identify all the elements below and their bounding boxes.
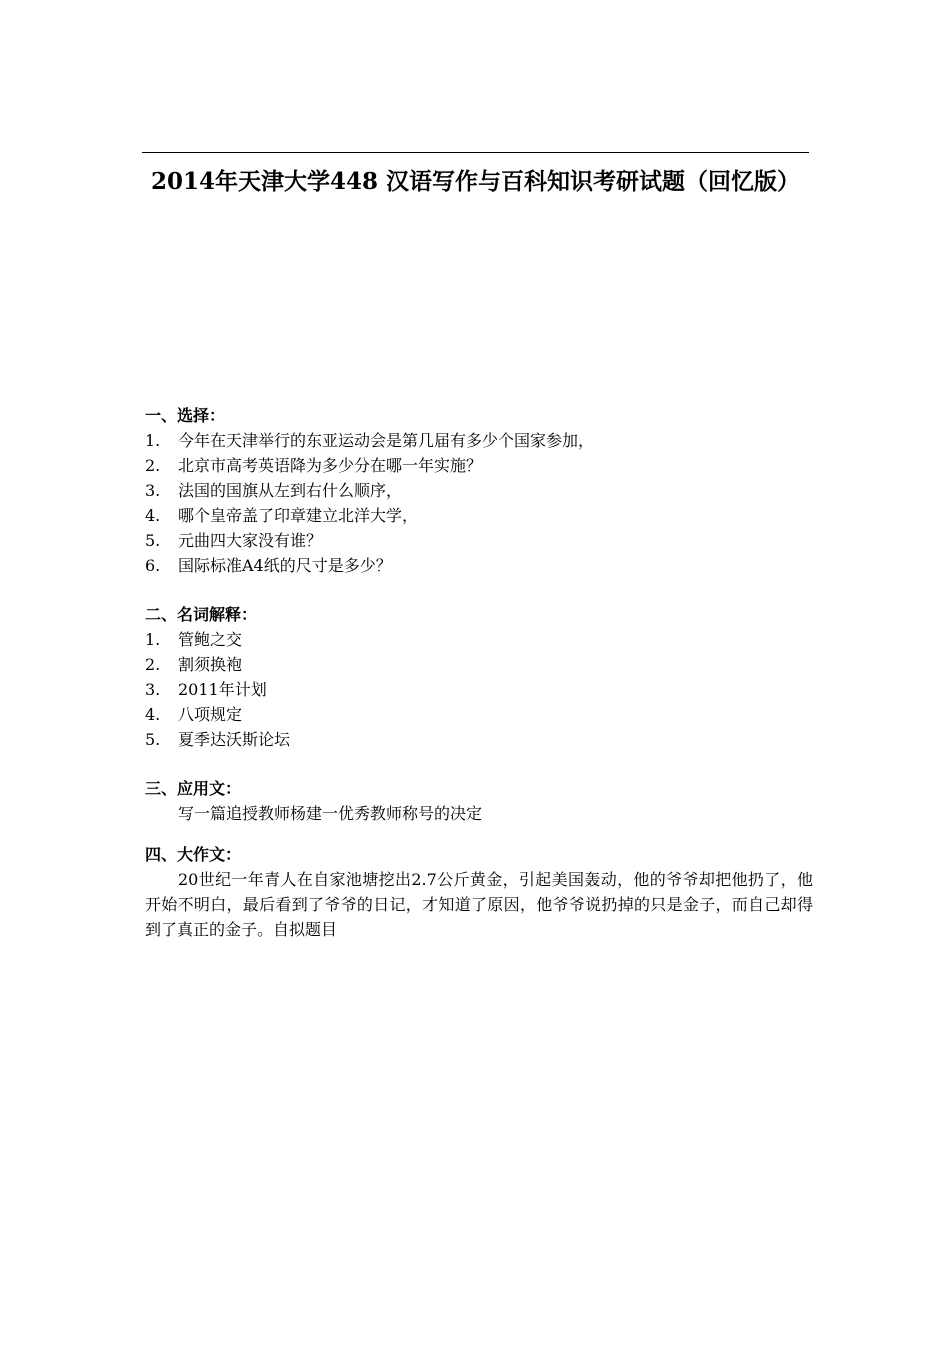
item-number: 4. — [145, 705, 161, 724]
item-text: 元曲四大家没有谁？ — [178, 531, 323, 550]
list-item — [145, 503, 815, 528]
item-number: 5. — [145, 531, 161, 550]
item-text: 哪个皇帝盖了印章建立北洋大学， — [178, 506, 419, 525]
item-number: 6. — [145, 556, 161, 575]
section-choice — [145, 403, 815, 578]
section-heading-terms: 二、名词解释： — [145, 605, 258, 624]
document-title: 2014年天津大学448 汉语写作与百科知识考研试题（回忆版） — [150, 168, 801, 195]
section-heading-essay: 四、大作文： — [145, 845, 242, 864]
item-number: 2. — [145, 655, 161, 674]
item-text: 八项规定 — [178, 705, 243, 724]
item-text: 割须换袍 — [178, 655, 243, 674]
list-item — [145, 652, 815, 677]
item-number: 3. — [145, 481, 161, 500]
item-text: 北京市高考英语降为多少分在哪一年实施？ — [178, 456, 483, 475]
list-item — [145, 553, 815, 578]
item-text: 今年在天津举行的东亚运动会是第几届有多少个国家参加， — [178, 431, 595, 450]
item-number: 3. — [145, 680, 161, 699]
list-item — [145, 478, 815, 503]
practical-prompt: 写一篇追授教师杨建一优秀教师称号的决定 — [178, 804, 483, 823]
item-number: 5. — [145, 730, 161, 749]
item-text: 管鲍之交 — [178, 630, 243, 649]
item-text: 法国的国旗从左到右什么顺序， — [178, 481, 403, 500]
section-terms — [145, 602, 815, 752]
list-item — [145, 428, 815, 453]
section-essay — [145, 842, 815, 942]
list-item — [145, 727, 815, 752]
list-item — [145, 453, 815, 478]
essay-prompt: 20世纪一年青人在自家池塘挖出2.7公斤黄金，引起美国轰动，他的爷爷却把他扔了，他开始不明白，最后看到了爷爷的日记，才知道了原因，他爷爷说扔掉的只是金子，而自己却得到了真正的金子。自拟题目 — [145, 870, 813, 939]
terms-list — [145, 627, 815, 752]
item-number: 2. — [145, 456, 161, 475]
item-number: 4. — [145, 506, 161, 525]
choice-list — [145, 428, 815, 578]
item-text: 夏季达沃斯论坛 — [178, 730, 291, 749]
list-item — [145, 702, 815, 727]
list-item — [145, 528, 815, 553]
item-text: 2011年计划 — [178, 680, 267, 699]
section-practical — [145, 776, 815, 826]
header-rule — [142, 152, 809, 153]
list-item — [145, 677, 815, 702]
item-number: 1. — [145, 630, 161, 649]
section-heading-choice: 一、选择： — [145, 406, 226, 425]
list-item — [145, 627, 815, 652]
section-heading-practical: 三、应用文： — [145, 779, 242, 798]
item-text: 国际标准A4纸的尺寸是多少？ — [178, 556, 392, 575]
item-number: 1. — [145, 431, 161, 450]
